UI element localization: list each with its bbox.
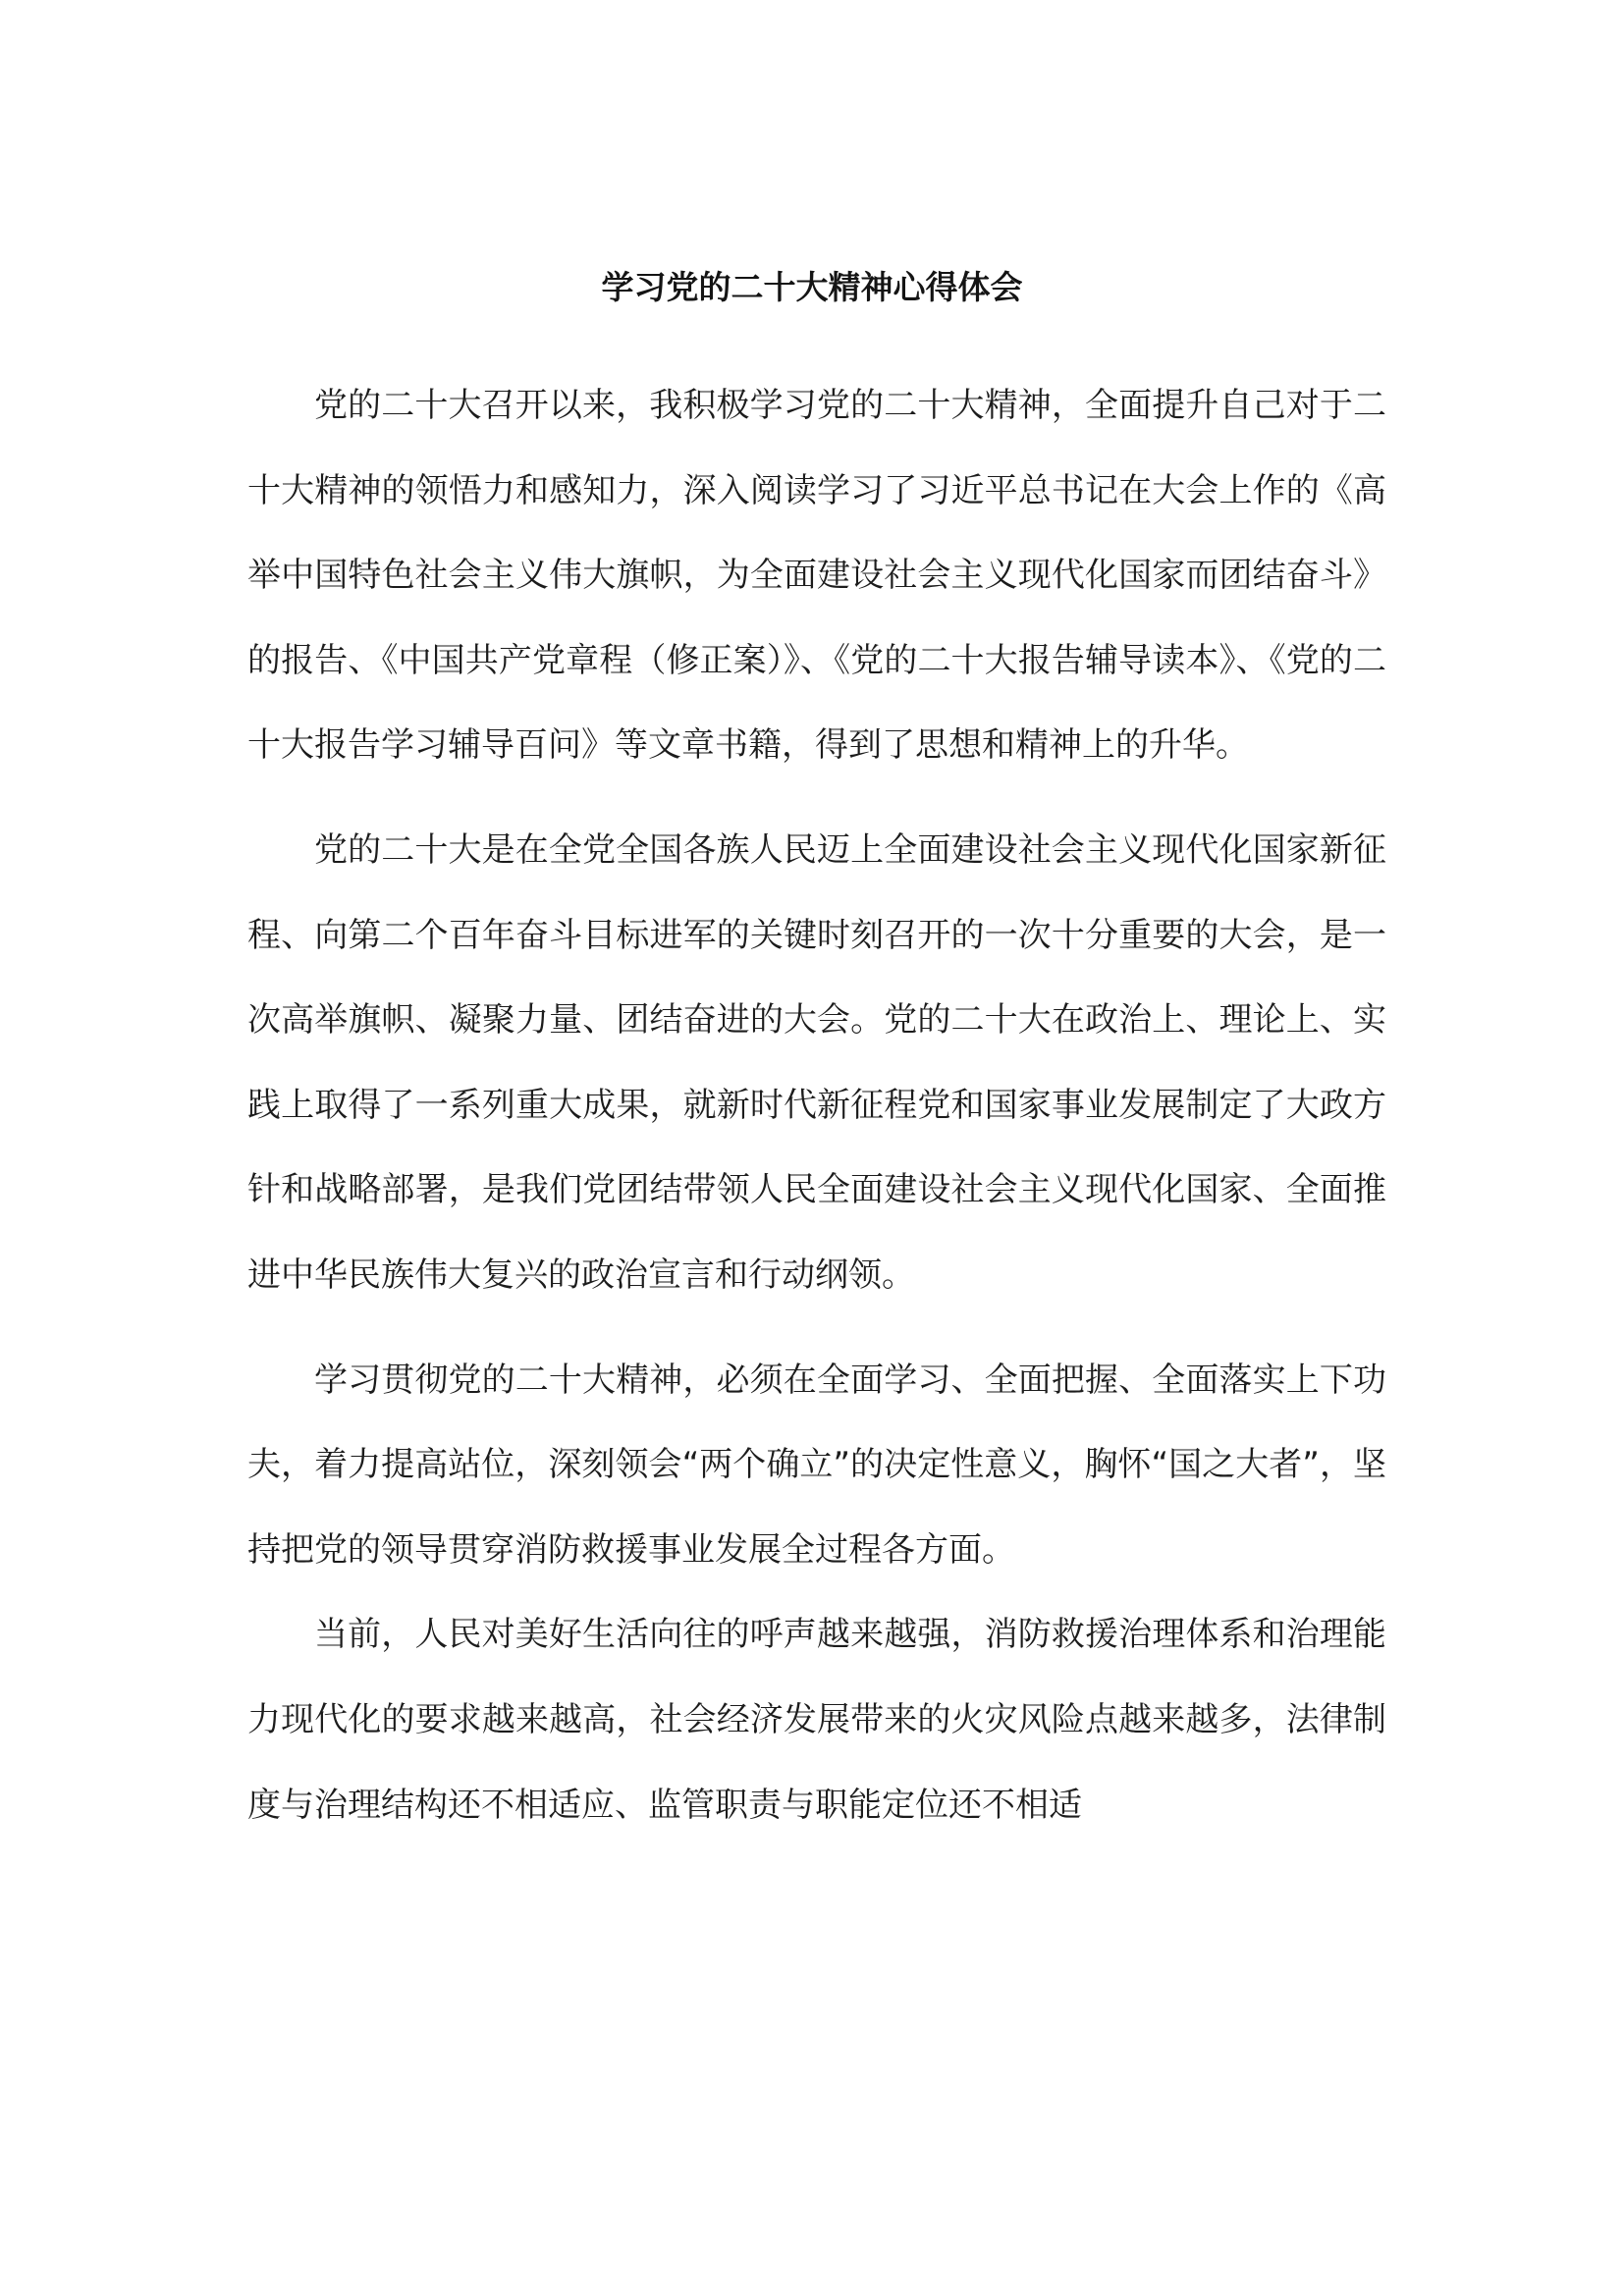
paragraph-4: 当前，人民对美好生活向往的呼声越来越强，消防救援治理体系和治理能力现代化的要求越来越高，社会经济发展带来的火灾风险点越来越多，法律制度与治理结构还不相适应、监管职责与职能定位还不相适: [247, 1615, 1386, 1825]
document-title: 学习党的二十大精神心得体会: [601, 268, 1023, 306]
paragraph-1: 党的二十大召开以来，我积极学习党的二十大精神，全面提升自己对于二十大精神的领悟力和感知力，深入阅读学习了习近平总书记在大会上作的《高举中国特色社会主义伟大旗帜，为全面建设社会主义现代化国家而团结奋斗》的报告、《中国共产党章程（修正案）》、《党的二十大报告辅导读本》、《党的二十大报告学习辅导百问》等文章书籍，得到了思想和精神上的升华。: [247, 386, 1386, 766]
document-body: [247, 363, 1386, 1847]
paragraph-3: 学习贯彻党的二十大精神，必须在全面学习、全面把握、全面落实上下功夫，着力提高站位，深刻领会“两个确立”的决定性意义，胸怀“国之大者”，坚持把党的领导贯穿消防救援事业发展全过程各方面。: [247, 1360, 1386, 1570]
paragraph-2: 党的二十大是在全党全国各族人民迈上全面建设社会主义现代化国家新征程、向第二个百年奋斗目标进军的关键时刻召开的一次十分重要的大会，是一次高举旗帜、凝聚力量、团结奋进的大会。党的二十大在政治上、理论上、实践上取得了一系列重大成果，就新时代新征程党和国家事业发展制定了大政方针和战略部署，是我们党团结带领人民全面建设社会主义现代化国家、全面推进中华民族伟大复兴的政治宣言和行动纲领。: [247, 829, 1386, 1295]
